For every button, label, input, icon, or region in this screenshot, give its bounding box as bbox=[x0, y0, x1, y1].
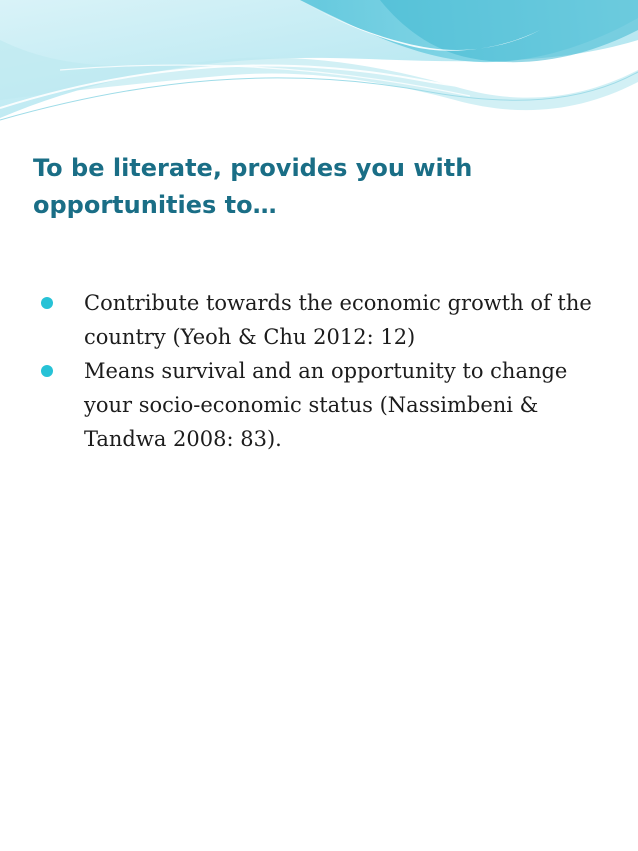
bullet-text: Means survival and an opportunity to change your socio-economic status (Nassimbeni & Tandwa 2008: 83). bbox=[84, 359, 568, 451]
bullet-dot-icon bbox=[41, 297, 53, 309]
bullet-text: Contribute towards the economic growth of the country (Yeoh & Chu 2012: 12) bbox=[84, 291, 592, 349]
bullet-list bbox=[36, 286, 606, 456]
bullet-dot-icon bbox=[41, 365, 53, 377]
header-wave-decoration bbox=[0, 0, 638, 140]
bullet-item bbox=[36, 286, 606, 354]
bullet-item bbox=[36, 354, 606, 456]
slide-title: To be literate, provides you with opportunities to… bbox=[33, 154, 473, 219]
